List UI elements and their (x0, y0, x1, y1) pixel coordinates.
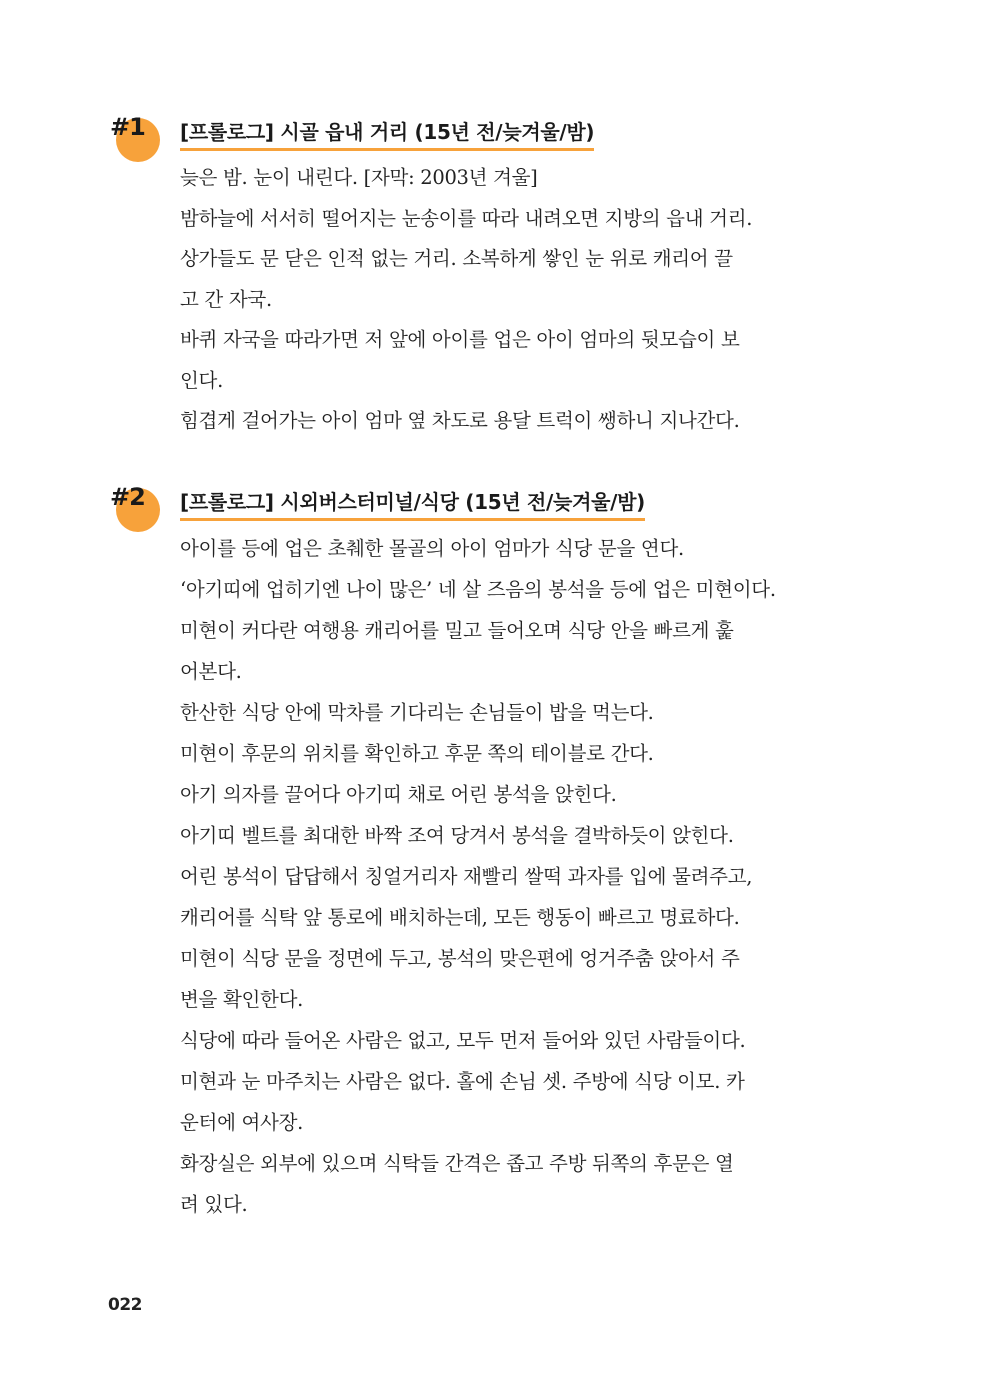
body-line: 미현과 눈 마주치는 사람은 없다. 홀에 손님 셋. 주방에 식당 이모. 카 (180, 1070, 745, 1093)
body-line: 어본다. (180, 660, 242, 683)
body-line: 아기 의자를 끌어다 아기띠 채로 어린 봉석을 앉힌다. (180, 783, 617, 806)
page-number: 022 (108, 1295, 142, 1315)
body-line: 미현이 커다란 여행용 캐리어를 밀고 들어오며 식당 안을 빠르게 훑 (180, 619, 734, 642)
body-line: 미현이 식당 문을 정면에 두고, 봉석의 맞은편에 엉거주춤 앉아서 주 (180, 947, 740, 970)
body-line: ‘아기띠에 업히기엔 나이 많은’ 네 살 즈음의 봉석을 등에 업은 미현이다. (180, 578, 776, 601)
body-line: 상가들도 문 닫은 인적 없는 거리. 소복하게 쌓인 눈 위로 캐리어 끌 (180, 247, 733, 270)
body-line: 변을 확인한다. (180, 988, 304, 1011)
scene-number: #2 (110, 483, 145, 511)
body-line: 인다. (180, 368, 223, 392)
scene-heading: [프롤로그] 시외버스터미널/식당 (15년 전/늦겨울/밤) (180, 488, 645, 521)
body-line: 늦은 밤. 눈이 내린다. [자막: 2003년 겨울] (180, 166, 538, 189)
body-line: 운터에 여사장. (180, 1111, 304, 1134)
body-line: 아기띠 벨트를 최대한 바짝 조여 당겨서 봉석을 결박하듯이 앉힌다. (180, 824, 734, 847)
scene-number-badge (108, 480, 162, 534)
scene-number-badge (108, 110, 162, 164)
body-line: 아이를 등에 업은 초췌한 몰골의 아이 엄마가 식당 문을 연다. (180, 537, 684, 560)
body-line: 한산한 식당 안에 막차를 기다리는 손님들이 밥을 먹는다. (180, 701, 654, 724)
body-line: 미현이 후문의 위치를 확인하고 후문 쪽의 테이블로 간다. (180, 742, 654, 765)
body-line: 밤하늘에 서서히 떨어지는 눈송이를 따라 내려오면 지방의 읍내 거리. (180, 206, 753, 230)
body-line: 어린 봉석이 답답해서 칭얼거리자 재빨리 쌀떡 과자를 입에 물려주고, (180, 865, 753, 888)
body-line: 캐리어를 식탁 앞 통로에 배치하는데, 모든 행동이 빠르고 명료하다. (180, 906, 740, 929)
body-line: 식당에 따라 들어온 사람은 없고, 모두 먼저 들어와 있던 사람들이다. (180, 1029, 746, 1052)
scene-heading: [프롤로그] 시골 읍내 거리 (15년 전/늦겨울/밤) (180, 118, 594, 151)
body-line: 고 간 자국. (180, 287, 272, 311)
scene-body (180, 158, 820, 442)
scene-number: #1 (110, 113, 145, 141)
body-line: 바퀴 자국을 따라가면 저 앞에 아이를 업은 아이 엄마의 뒷모습이 보 (180, 328, 740, 351)
scene-body (180, 528, 820, 1225)
body-line: 힘겹게 걸어가는 아이 엄마 옆 차도로 용달 트럭이 쌩하니 지나간다. (180, 409, 740, 432)
body-line: 화장실은 외부에 있으며 식탁들 간격은 좁고 주방 뒤쪽의 후문은 열 (180, 1152, 734, 1175)
body-line: 려 있다. (180, 1193, 248, 1216)
